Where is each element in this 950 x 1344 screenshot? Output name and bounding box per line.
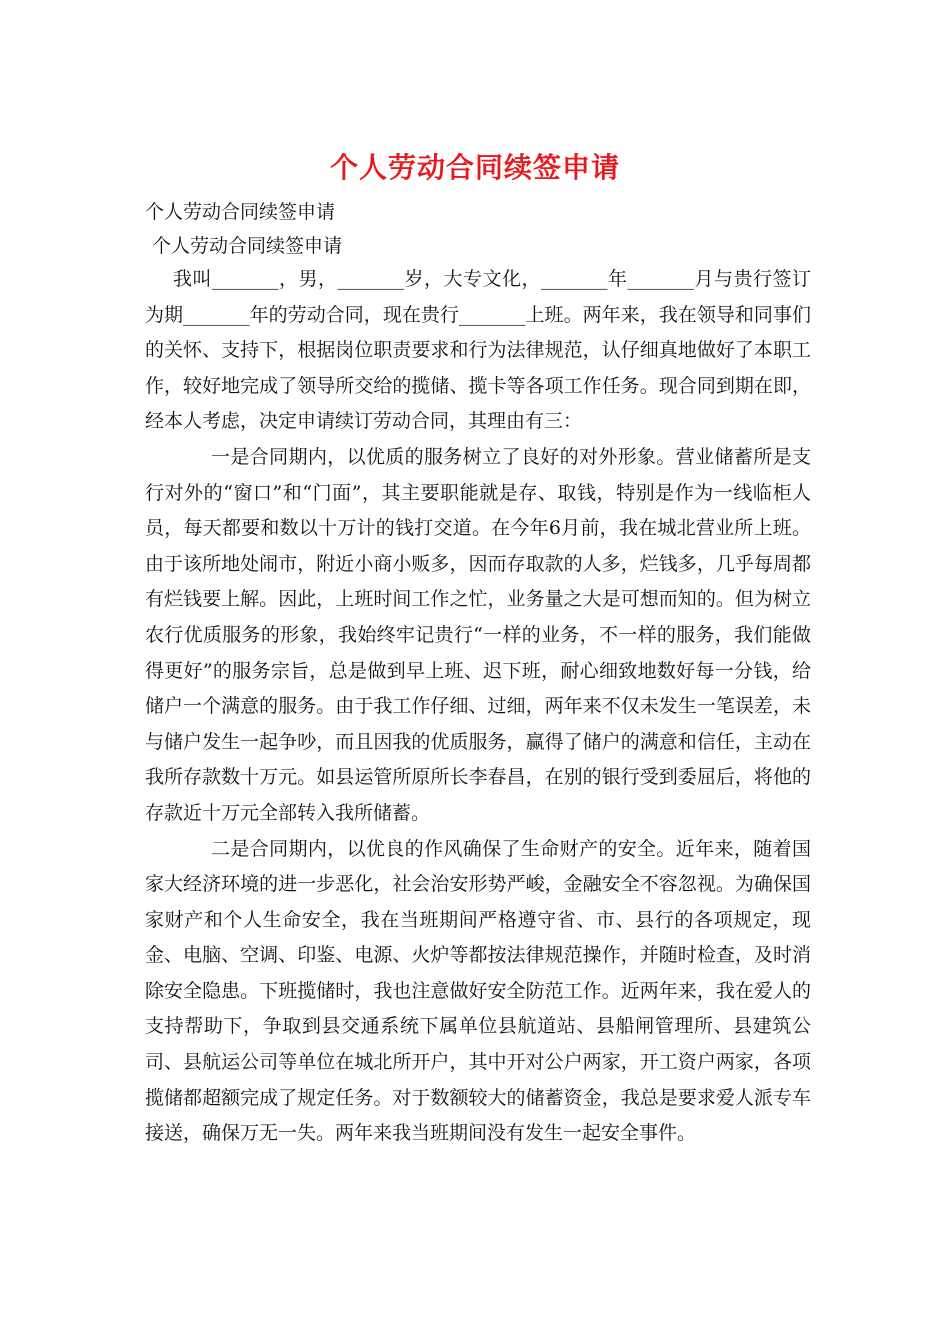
document-subtitle-repeat: 个人劳动合同续签申请 bbox=[152, 235, 343, 257]
document-body bbox=[145, 262, 811, 1152]
paragraph-reason-one: 一是合同期内，以优质的服务树立了良好的对外形象。营业储蓄所是支行对外的“窗口”和“门面”，其主要职能就是存、取钱，特别是作为一线临柜人员，每天都要和数以十万计的钱打交道。在今年6月前，我在城北营业所上班。由于该所地处闹市，附近小商小贩多，因而存取款的人多，烂钱多，几乎每周都有烂钱要上解。因此，上班时间工作之忙，业务量之大是可想而知的。但为树立农行优质服务的形象，我始终牢记贵行“一样的业务，不一样的服务，我们能做得更好”的服务宗旨，总是做到早上班、迟下班，耐心细致地数好每一分钱，给储户一个满意的服务。由于我工作仔细、过细，两年来不仅未发生一笔误差，未与储户发生一起争吵，而且因我的优质服务，赢得了储户的满意和信任，主动在我所存款数十万元。如县运管所原所长李春昌，在别的银行受到委屈后，将他的存款近十万元全部转入我所储蓄。 bbox=[145, 445, 811, 824]
paragraph-intro: 我叫_______，男，_______岁，大专文化，_______年_______月与贵行签订为期_______年的劳动合同，现在贵行_______上班。两年来，我在领导和同事们的关怀、支持下，根据岗位职责要求和行为法律规范，认仔细真地做好了本职工作，较好地完成了领导所交给的揽储、揽卡等各项工作任务。现合同到期在即，经本人考虑，决定申请续订劳动合同，其理由有三： bbox=[145, 268, 811, 433]
document-subtitle: 个人劳动合同续签申请 bbox=[145, 201, 336, 223]
document-title: 个人劳动合同续签申请 bbox=[329, 151, 620, 184]
paragraph-reason-two: 二是合同期内，以优良的作风确保了生命财产的安全。近年来，随着国家大经济环境的进一步恶化，社会治安形势严峻，金融安全不容忽视。为确保国家财产和个人生命安全，我在当班期间严格遵守省、市、县行的各项规定，现金、电脑、空调、印鉴、电源、火炉等都按法律规范操作，并随时检查，及时消除安全隐患。下班揽储时，我也注意做好安全防范工作。近两年来，我在爱人的支持帮助下，争取到县交通系统下属单位县航道站、县船闸管理所、县建筑公司、县航运公司等单位在城北所开户，其中开对公户两家，开工资户两家，各项揽储都超额完成了规定任务。对于数额较大的储蓄资金，我总是要求爱人派专车接送，确保万无一失。两年来我当班期间没有发生一起安全事件。 bbox=[145, 837, 811, 1145]
